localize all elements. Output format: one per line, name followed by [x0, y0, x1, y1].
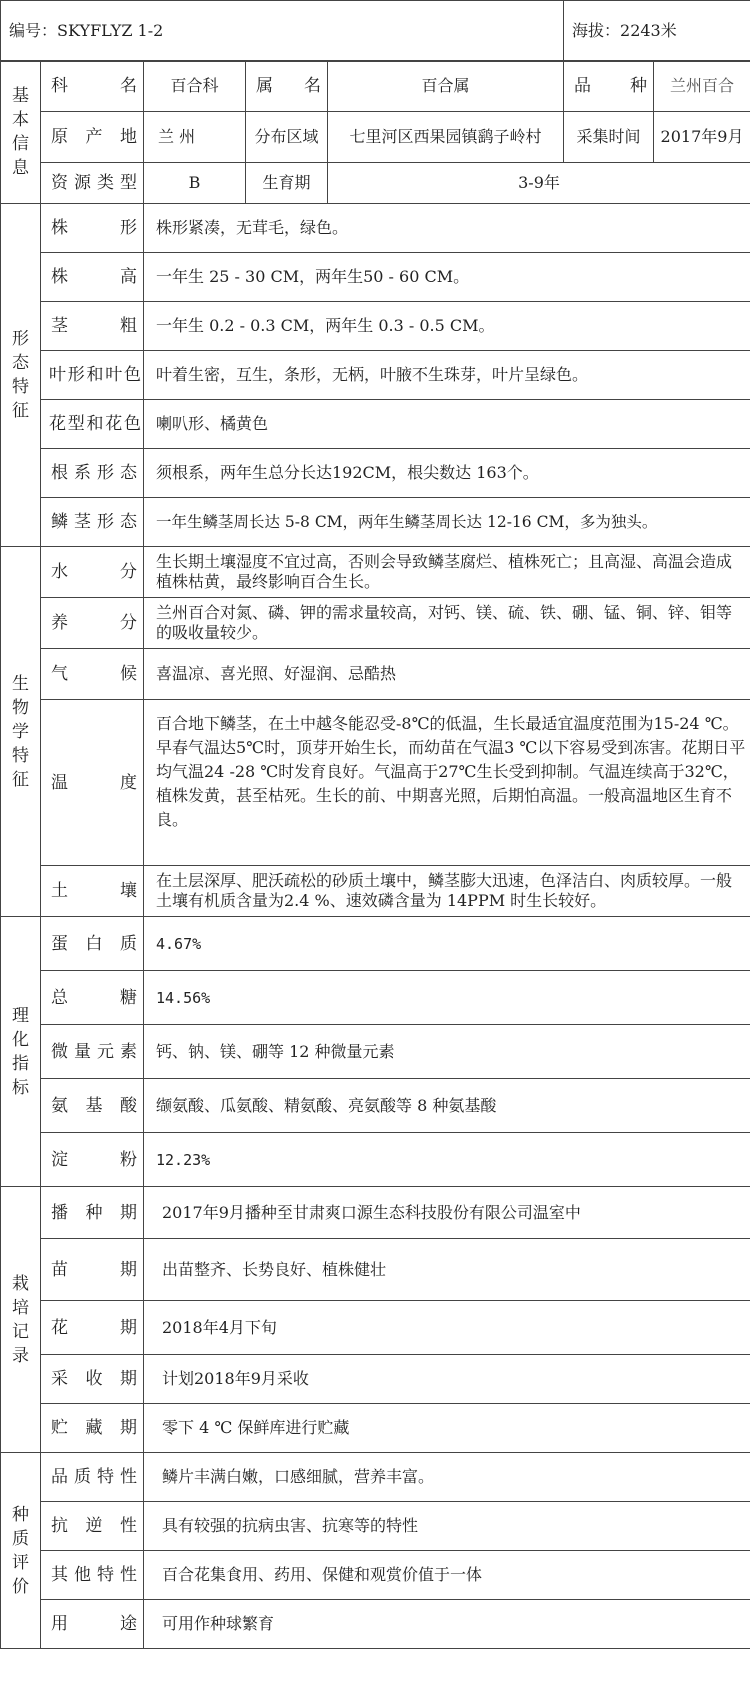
- cult-value: 计划2018年9月采收: [144, 1355, 750, 1404]
- morph-row: [1, 253, 750, 302]
- section-cult: 栽培记录: [1, 1187, 41, 1453]
- bio-row: [1, 866, 750, 917]
- morph-label: 花型和花色: [41, 400, 144, 449]
- header-table: [0, 0, 750, 62]
- eval-value: 百合花集食用、药用、保健和观赏价值于一体: [144, 1551, 750, 1600]
- bio-row: [1, 649, 750, 700]
- eval-label: 品质特性: [41, 1453, 144, 1502]
- morph-value: 叶着生密，互生，条形，无柄，叶腋不生珠芽，叶片呈绿色。: [144, 351, 750, 400]
- altitude-cell: [564, 1, 750, 62]
- cult-value: 2017年9月播种至甘肃爽口源生态科技股份有限公司温室中: [144, 1187, 750, 1239]
- eval-row: [1, 1551, 750, 1600]
- chem-label: 微量元素: [41, 1025, 144, 1079]
- chem-row: [1, 1133, 750, 1187]
- bio-label: 气 候: [41, 649, 144, 700]
- chem-row: [1, 971, 750, 1025]
- cult-label: 花 期: [41, 1301, 144, 1355]
- morph-value: 一年生 0.2 - 0.3 CM，两年生 0.3 - 0.5 CM。: [144, 302, 750, 351]
- eval-label: 其他特性: [41, 1551, 144, 1600]
- variety-label: 品 种: [564, 61, 654, 112]
- eval-label: 用 途: [41, 1600, 144, 1649]
- family-value: 百合科: [144, 61, 246, 112]
- cult-label: 苗 期: [41, 1239, 144, 1301]
- eval-row: [1, 1453, 750, 1502]
- morph-value: 须根系，两年生总分长达192CM，根尖数达 163个。: [144, 449, 750, 498]
- eval-value: 鳞片丰满白嫩，口感细腻，营养丰富。: [144, 1453, 750, 1502]
- cult-label: 采收期: [41, 1355, 144, 1404]
- chem-value: 钙、钠、镁、硼等 12 种微量元素: [144, 1025, 750, 1079]
- chem-value: 缬氨酸、瓜氨酸、精氨酸、亮氨酸等 8 种氨基酸: [144, 1079, 750, 1133]
- morph-label: 茎 粗: [41, 302, 144, 351]
- cult-row: [1, 1355, 750, 1404]
- area-value: 七里河区西果园镇鹞子岭村: [328, 112, 564, 163]
- morph-label: 叶形和叶色: [41, 351, 144, 400]
- bio-row: [1, 700, 750, 866]
- morph-label: 根系形态: [41, 449, 144, 498]
- cult-value: 出苗整齐、长势良好、植株健壮: [144, 1239, 750, 1301]
- cult-value: 2018年4月下旬: [144, 1301, 750, 1355]
- morph-row: [1, 449, 750, 498]
- collect-label: 采集时间: [564, 112, 654, 163]
- morph-label: 株 形: [41, 204, 144, 253]
- section-bio: 生物学特征: [1, 547, 41, 917]
- chem-value: 4.67%: [144, 917, 750, 971]
- eval-row: [1, 1502, 750, 1551]
- chem-label: 淀 粉: [41, 1133, 144, 1187]
- chem-row: [1, 1025, 750, 1079]
- bio-value: 兰州百合对氮、磷、钾的需求量较高，对钙、镁、硫、铁、硼、锰、铜、锌、钼等的吸收量较少。: [144, 598, 750, 649]
- eval-value: 具有较强的抗病虫害、抗寒等的特性: [144, 1502, 750, 1551]
- morph-row: [1, 351, 750, 400]
- header-row: [1, 1, 750, 62]
- cult-row: [1, 1301, 750, 1355]
- bio-row: [1, 547, 750, 598]
- morph-value: 喇叭形、橘黄色: [144, 400, 750, 449]
- variety-value: 兰州百合: [654, 61, 750, 112]
- type-value: B: [144, 163, 246, 204]
- period-value: 3-9年: [328, 163, 750, 204]
- type-label: 资源类型: [41, 163, 144, 204]
- eval-row: [1, 1600, 750, 1649]
- bio-label: 水 分: [41, 547, 144, 598]
- bio-label: 温 度: [41, 700, 144, 866]
- section-basic: 基本信息: [1, 61, 41, 204]
- altitude-value: 2243米: [620, 21, 677, 40]
- eval-value: 可用作种球繁育: [144, 1600, 750, 1649]
- main-table: [0, 60, 750, 1649]
- morph-value: 一年生鳞茎周长达 5-8 CM，两年生鳞茎周长达 12-16 CM，多为独头。: [144, 498, 750, 547]
- genus-value: 百合属: [328, 61, 564, 112]
- bio-label: 土 壤: [41, 866, 144, 917]
- cult-row: [1, 1239, 750, 1301]
- eval-label: 抗逆性: [41, 1502, 144, 1551]
- morph-row: [1, 400, 750, 449]
- altitude-label: 海拔：: [572, 21, 621, 40]
- chem-label: 蛋白质: [41, 917, 144, 971]
- basic-row-2: [1, 112, 750, 163]
- morph-row: [1, 204, 750, 253]
- cult-row: [1, 1404, 750, 1453]
- bio-value: 生长期土壤湿度不宜过高，否则会导致鳞茎腐烂、植株死亡；且高湿、高温会造成植株枯黄，最终影响百合生长。: [144, 547, 750, 598]
- genus-label: 属 名: [246, 61, 328, 112]
- morph-label: 株 高: [41, 253, 144, 302]
- section-morph: 形态特征: [1, 204, 41, 547]
- bio-value: 喜温凉、喜光照、好湿润、忌酷热: [144, 649, 750, 700]
- family-label: 科 名: [41, 61, 144, 112]
- morph-value: 株形紧凑，无茸毛，绿色。: [144, 204, 750, 253]
- morph-value: 一年生 25 - 30 CM，两年生50 - 60 CM。: [144, 253, 750, 302]
- collect-value: 2017年9月: [654, 112, 750, 163]
- cult-label: 播种期: [41, 1187, 144, 1239]
- chem-value: 12.23%: [144, 1133, 750, 1187]
- code-cell: [1, 1, 564, 62]
- section-eval: 种质评价: [1, 1453, 41, 1649]
- origin-value: 兰 州: [144, 112, 246, 163]
- code-value: SKYFLYZ 1-2: [57, 21, 164, 40]
- bio-label: 养 分: [41, 598, 144, 649]
- morph-row: [1, 302, 750, 351]
- area-label: 分布区域: [246, 112, 328, 163]
- period-label: 生育期: [246, 163, 328, 204]
- basic-row-3: [1, 163, 750, 204]
- bio-value: 百合地下鳞茎，在土中越冬能忍受-8℃的低温，生长最适宜温度范围为15-24 ℃。早春气温达5℃时，顶芽开始生长，而幼苗在气温3 ℃以下容易受到冻害。花期日平均气温24 -28 ℃时发育良好。气温高于27℃生长受到抑制。气温连续高于32℃，植株发黄，甚至枯死。生长的前、中期喜光照，后期怕高温。一般高温地区生育不良。: [144, 700, 750, 866]
- basic-row-1: [1, 61, 750, 112]
- cult-label: 贮藏期: [41, 1404, 144, 1453]
- cult-value: 零下 4 ℃ 保鲜库进行贮藏: [144, 1404, 750, 1453]
- chem-row: [1, 917, 750, 971]
- chem-value: 14.56%: [144, 971, 750, 1025]
- morph-label: 鳞茎形态: [41, 498, 144, 547]
- chem-row: [1, 1079, 750, 1133]
- section-chem: 理化指标: [1, 917, 41, 1187]
- cult-row: [1, 1187, 750, 1239]
- chem-label: 氨基酸: [41, 1079, 144, 1133]
- chem-label: 总 糖: [41, 971, 144, 1025]
- morph-row: [1, 498, 750, 547]
- bio-row: [1, 598, 750, 649]
- code-label: 编号：: [9, 21, 58, 40]
- origin-label: 原产地: [41, 112, 144, 163]
- bio-value: 在土层深厚、肥沃疏松的砂质土壤中，鳞茎膨大迅速，色泽洁白、肉质较厚。一般土壤有机质含量为2.4 %、速效磷含量为 14PPM 时生长较好。: [144, 866, 750, 917]
